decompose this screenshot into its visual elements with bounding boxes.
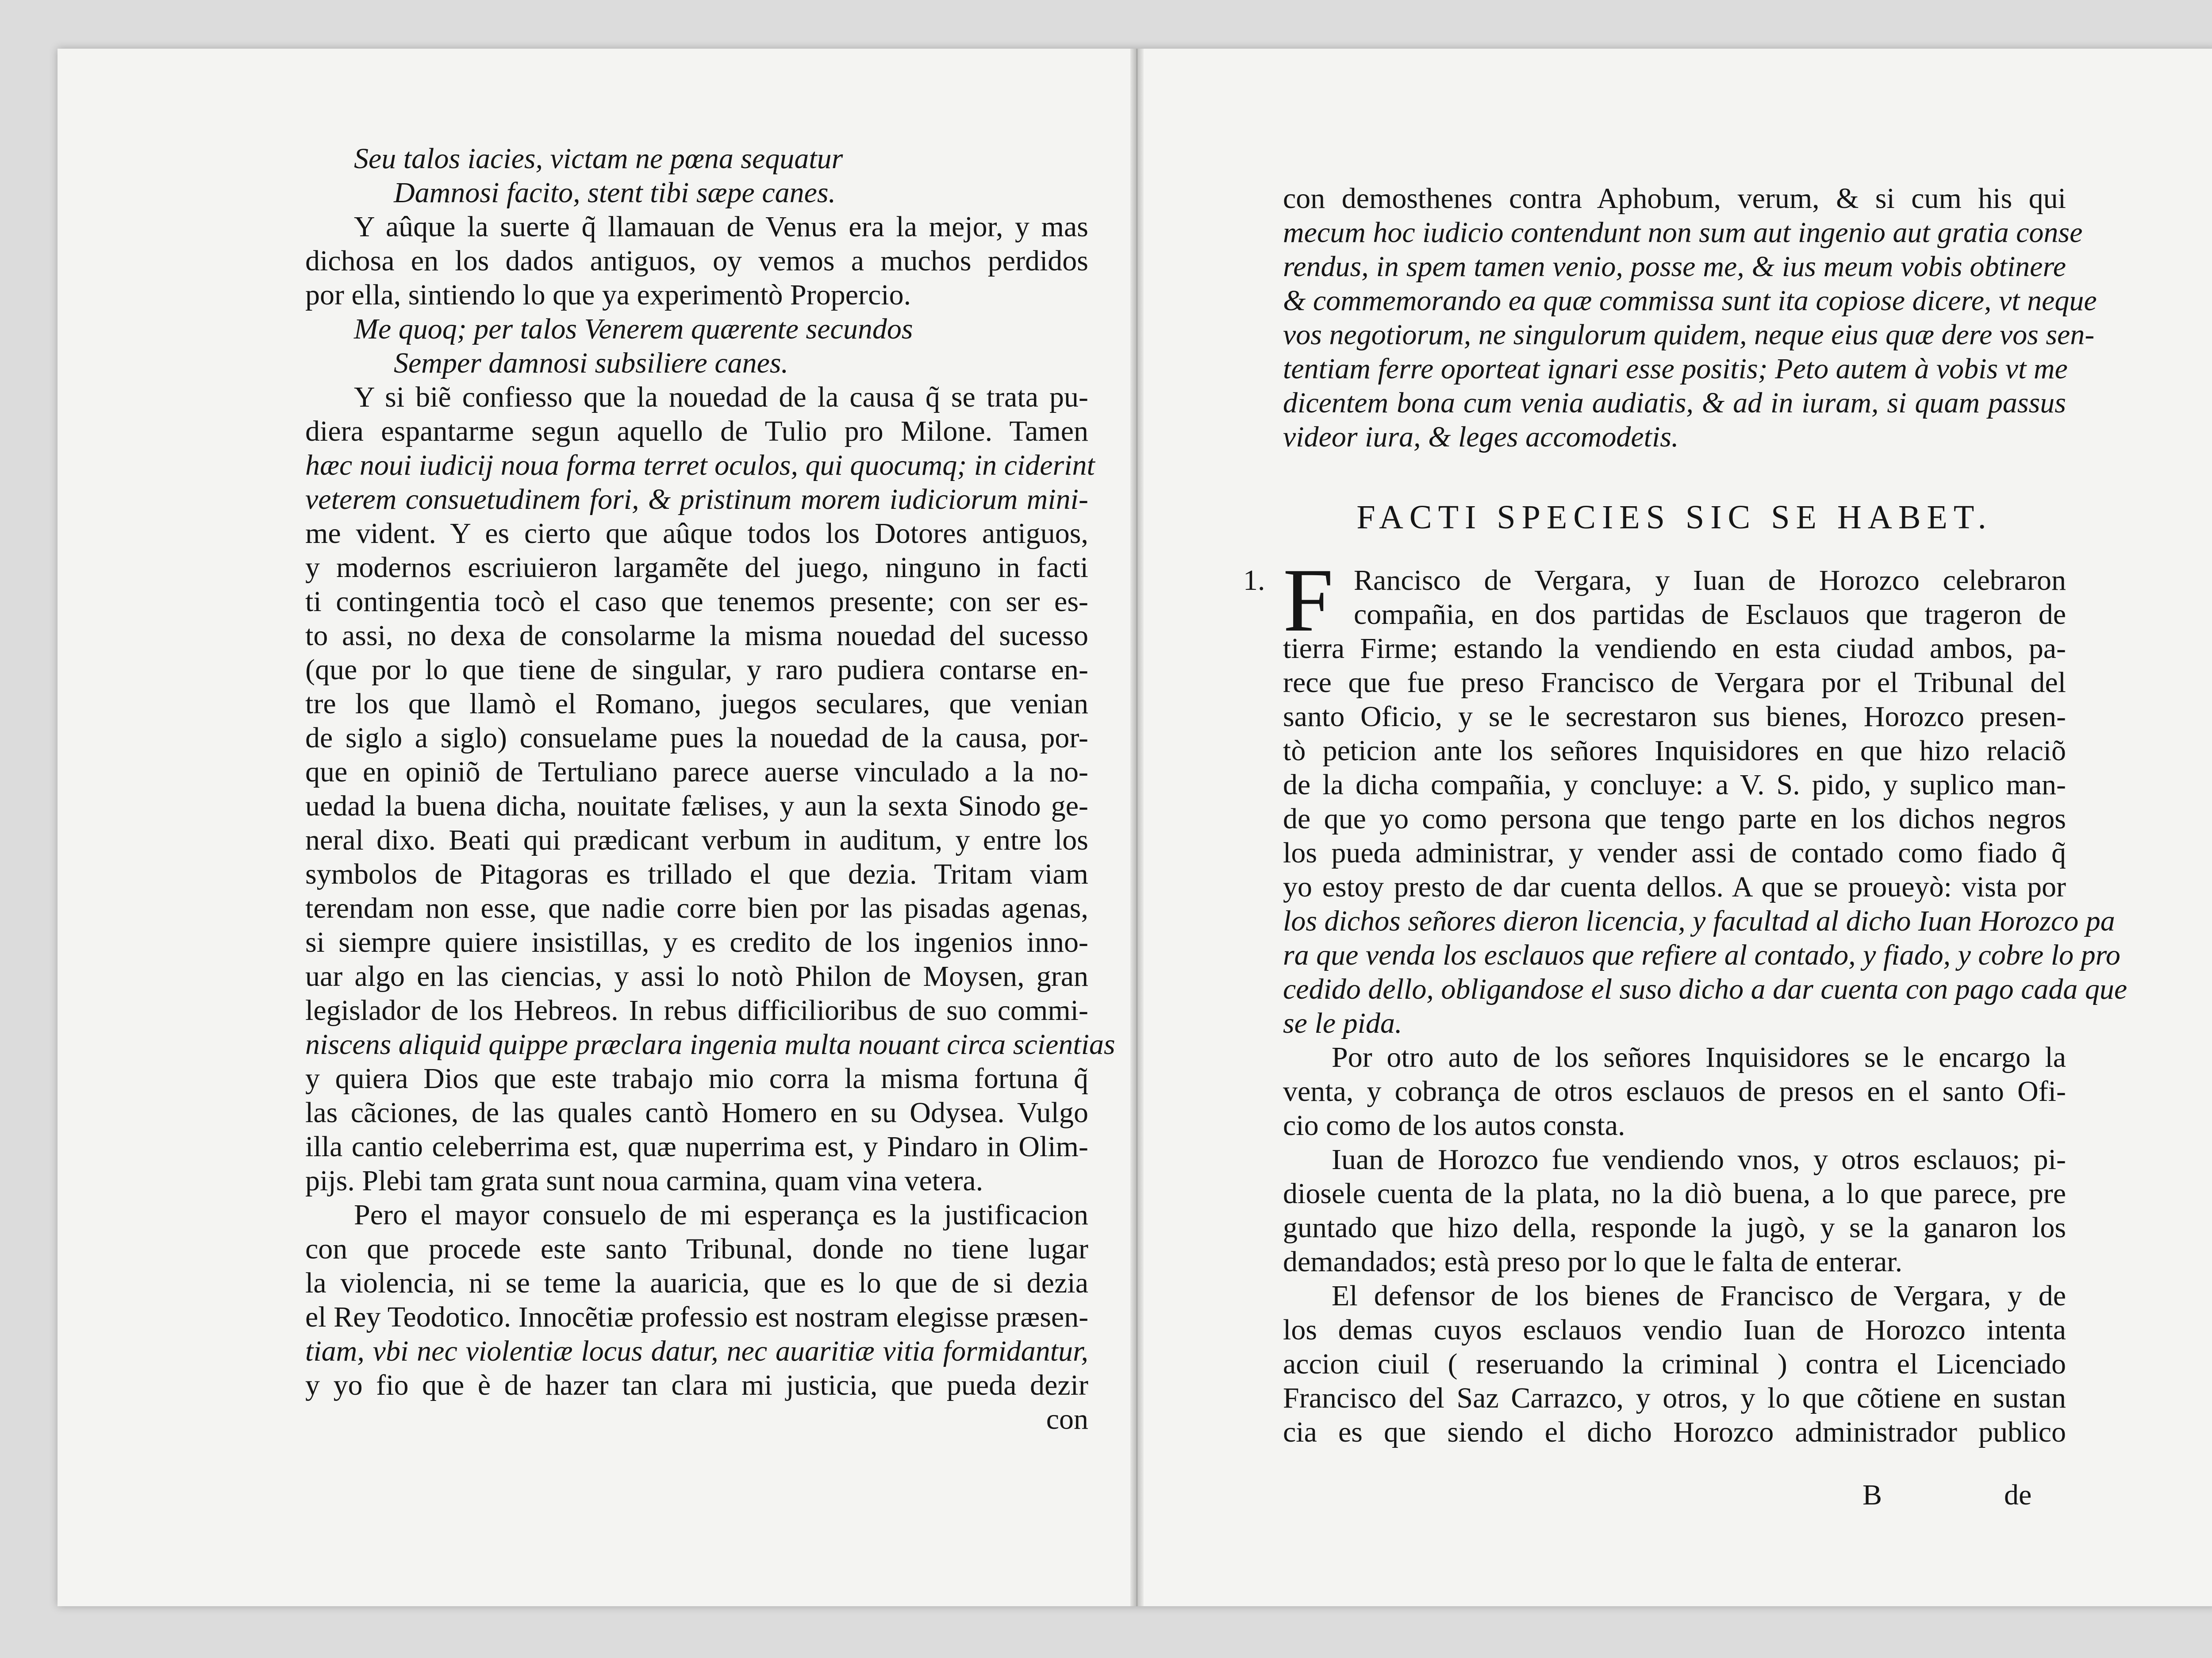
left-page [58,49,1137,1606]
text-line: legislador de los Hebreos. In rebus difficilioribus de suo commi- [305,994,1088,1027]
text-line: cia es que siendo el dicho Horozco administrador publico [1283,1416,2066,1448]
text-line: cedido dello, obligandose el suso dicho a dar cuenta con pago cada que [1283,973,2128,1005]
text-line: uar algo en las ciencias, y assi lo notò Philon de Moysen, gran [305,960,1088,992]
text-line: veterem consuetudinem fori, & pristinum morem iudiciorum mini- [305,483,1088,515]
text-line: tre los que llamò el Romano, juegos seculares, que venian [305,688,1088,720]
text-line: dichosa en los dados antiguos, oy vemos a muchos perdidos [305,245,1088,277]
text-line: guntado que hizo della, responde la jugò, y se la ganaron los [1283,1212,2066,1244]
text-line: to assi, no dexa de consolarme la misma nouedad del sucesso [305,619,1088,652]
text-line: videor iura, & leges accomodetis. [1283,421,1679,453]
text-line: por ella, sintiendo lo que ya experimentò Propercio. [305,279,911,311]
text-line: los demas cuyos esclauos vendio Iuan de Horozco intenta [1283,1314,2066,1346]
text-line: tò peticion ante los señores Inquisidores en que hizo relaciõ [1283,735,2066,767]
text-line: Iuan de Horozco fue vendiendo vnos, y otros esclauos; pi- [1332,1143,2066,1176]
right-text-column [1243,181,2128,1449]
text-line: tiam, vbi nec violentiæ locus datur, nec auaritiæ vitia formidantur, [305,1335,1088,1367]
text-line: de siglo a siglo) consuelame pues la nouedad de la causa, por- [305,722,1088,754]
text-line: tentiam ferre oporteat ignari esse positis; Peto autem à vobis vt me [1283,353,2068,385]
text-line: niscens aliquid quippe præclara ingenia multa nouant circa scientias [305,1028,1115,1061]
text-line: Pero el mayor consuelo de mi esperança es la justificacion [354,1199,1088,1231]
signature-mark: B [1863,1479,1882,1511]
text-line: mecum hoc iudicio contendunt non sum aut ingenio aut gratia conse [1283,216,2083,249]
text-line: rece que fue preso Francisco de Vergara por el Tribunal del [1283,666,2066,699]
text-line: illa cantio celeberrima est, quæ nuperrima est, y Pindaro in Olim- [305,1131,1088,1163]
text-line: hæc noui iudicij noua forma terret oculos, qui quocumq; in ciderint [305,449,1095,481]
text-line: venta, y cobrança de otros esclauos de presos en el santo Ofi- [1283,1075,2066,1108]
text-line: cio como de los autos consta. [1283,1109,1625,1142]
latin-quotation [1283,181,2097,454]
text-line: Seu talos iacies, victam ne pœna sequatur [354,142,843,175]
right-page [1137,49,2212,1606]
text-line: Por otro auto de los señores Inquisidores se le encargo la [1332,1041,2066,1073]
catchword: con [1046,1403,1088,1435]
text-line: rendus, in spem tamen venio, posse me, & ius meum vobis obtinere [1283,250,2066,283]
text-line: si siempre quiere insistillas, y es credito de los ingenios inno- [305,926,1088,958]
text-line: symbolos de Pitagoras es trillado el que dezia. Tritam viam [305,858,1088,890]
text-line: se le pida. [1283,1007,1402,1039]
text-line: tierra Firme; estando la vendiendo en esta ciudad ambos, pa- [1283,632,2066,665]
text-line: los pueda administrar, y vender assi de contado como fiado q̃ [1283,837,2066,869]
text-line: con demosthenes contra Aphobum, verum, & si cum his qui [1283,182,2066,215]
text-line: la violencia, ni se teme la auaricia, que es lo que de si dezia [305,1267,1088,1299]
text-line: de que yo como persona que tengo parte en los dichos negros [1283,803,2066,835]
text-line: y modernos escriuieron largamẽte del juego, ninguno in facti [305,551,1088,584]
left-text-column [305,142,1115,1436]
text-line: demandados; està preso por lo que le falta de enterar. [1283,1246,1903,1278]
text-line: diera espantarme segun aquello de Tulio pro Milone. Tamen [305,415,1088,447]
text-line: dicentem bona cum venia audiatis, & ad in iuram, si quam passus [1283,387,2066,419]
text-line: ra que venda los esclauos que refiere al contado, y fiado, y cobre lo pro [1283,939,2120,971]
facts-body [1283,631,2128,1449]
text-line: diosele cuenta de la plata, no la diò buena, a lo que parece, pre [1283,1177,2066,1210]
text-line: Francisco del Saz Carrazco, y otros, y lo que cõtiene en sustan [1283,1382,2066,1414]
text-line: terendam non esse, que nadie corre bien por las pisadas agenas, [305,892,1088,924]
text-line: los dichos señores dieron licencia, y facultad al dicho Iuan Horozco pa [1283,905,2115,937]
text-line: ti contingentia tocò el caso que tenemos presente; con ser es- [305,585,1088,618]
text-line: yo estoy presto de dar cuenta dellos. A que se proueyò: vista por [1283,871,2066,903]
text-line: pijs. Plebi tam grata sunt noua carmina, quam vina vetera. [305,1165,983,1197]
text-line: el Rey Teodotico. Innocẽtiæ professio est nostram elegisse præsen- [305,1301,1089,1333]
text-line: santo Oficio, y se le secrestaron sus bienes, Horozco presen- [1283,700,2066,733]
text-line: (que por lo que tiene de singular, y raro pudiera contarse en- [305,654,1088,686]
book-spread [58,49,2212,1606]
text-line: El defensor de los bienes de Francisco de Vergara, y de [1332,1280,2066,1312]
text-line: que en opiniõ de Tertuliano parece auerse vinculado a la no- [305,756,1088,788]
text-line: Semper damnosi subsiliere canes. [394,347,789,379]
text-line: vos negotiorum, ne singulorum quidem, neque eius quæ dere vos sen- [1283,319,2095,351]
text-line: Me quoq; per talos Venerem quærente secundos [354,313,913,345]
text-line: las cãciones, de las quales cantò Homero en su Odysea. Vulgo [305,1096,1088,1129]
text-line: de la dicha compañia, y concluye: a V. S. pido, y suplico man- [1283,769,2066,801]
paragraph-number: 1. [1243,564,1265,596]
drop-capital: F [1283,550,1334,650]
text-line: y quiera Dios que este trabajo mio corra la misma fortuna q̃ [305,1062,1088,1095]
text-line: y yo fio que è de hazer tan clara mi justicia, que pueda dezir [305,1369,1088,1401]
section-heading: FACTI SPECIES SIC SE HABET. [1356,499,1993,536]
text-line: uedad la buena dicha, nouitate fælises, y aun la sexta Sinodo ge- [305,790,1088,822]
text-line: & commemorando ea quæ commissa sunt ita copiose dicere, vt neque [1283,285,2097,317]
text-line: Damnosi facito, stent tibi sæpe canes. [394,177,836,209]
text-line: me vident. Y es cierto que aûque todos los Dotores antiguos, [305,517,1088,550]
catchword: de [2004,1479,2032,1511]
text-line: compañia, en dos partidas de Esclauos que trageron de [1354,598,2066,631]
text-line: Rancisco de Vergara, y Iuan de Horozco celebraron [1354,564,2066,596]
text-line: Y aûque la suerte q̃ llamauan de Venus era la mejor, y mas [354,211,1088,243]
text-line: con que procede este santo Tribunal, donde no tiene lugar [305,1233,1088,1265]
text-line: accion ciuil ( reseruando la criminal ) contra el Licenciado [1283,1348,2066,1380]
text-line: neral dixo. Beati qui prædicant verbum in auditum, y entre los [305,824,1088,856]
text-line: Y si biẽ confiesso que la nouedad de la causa q̃ se trata pu- [354,381,1088,413]
